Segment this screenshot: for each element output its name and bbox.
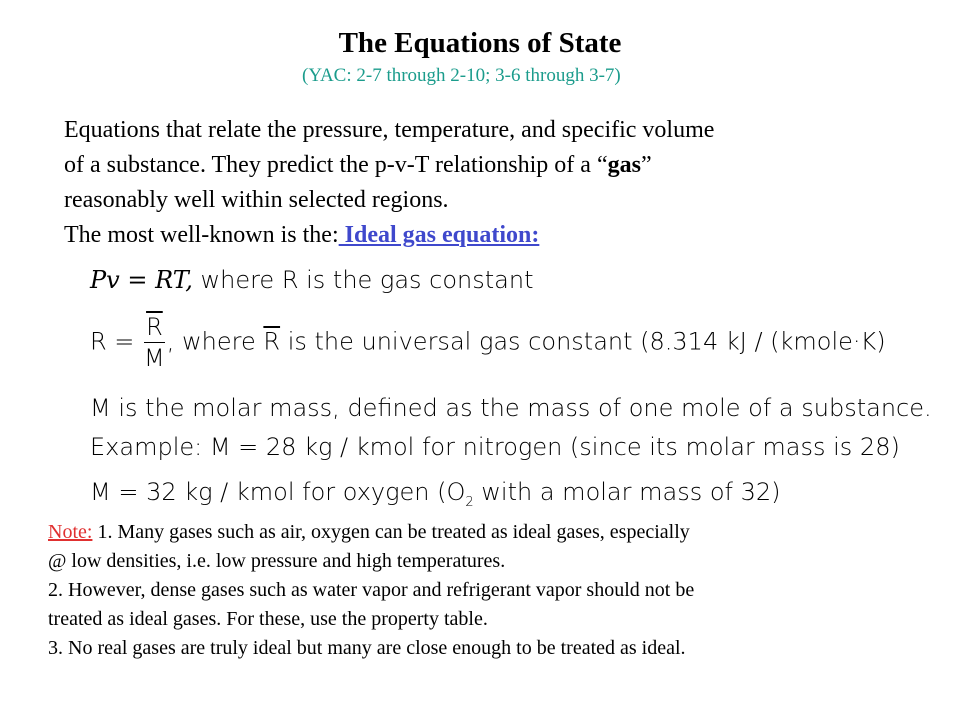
universal-gas-constant-symbol: $\overline{R}$ [263, 327, 281, 356]
ideal-gas-equation-link[interactable]: Ideal gas equation: [338, 222, 540, 248]
ideal-gas-formula: Pv = RT, [90, 266, 193, 294]
oxygen-example: M = 32 kg / kmol for oxygen ($O_2$ with a molar mass of 32) [90, 478, 781, 510]
page-subtitle: (YAC: 2-7 through 2-10; 3-6 through 3-7) [302, 65, 621, 86]
note-line-2: @ low densities, i.e. low pressure and high temperatures. [48, 550, 506, 572]
molar-mass-definition: M is the molar mass, defined as the mass of one mole of a substance. [90, 394, 932, 422]
gas-constant-text-post: is the universal gas constant (8.314 kJ / (kmole·K) [280, 327, 886, 356]
note-line-4: treated as ideal gases. For these, use the property table. [48, 608, 488, 630]
comma: , [166, 327, 175, 356]
notes-section [48, 518, 928, 663]
note-line-3: 2. However, dense gases such as water vapor and refrigerant vapor should not be [48, 579, 695, 601]
equation-ideal-gas [90, 265, 534, 295]
gas-constant-text-pre: where [174, 327, 264, 356]
gas-keyword: gas [607, 152, 641, 178]
gas-constant-fraction [144, 312, 165, 373]
note-line-5: 3. No real gases are truly ideal but many are close enough to be treated as ideal. [48, 637, 686, 659]
intro-line-1: Equations that relate the pressure, temperature, and specific volume [64, 117, 715, 143]
intro-paragraph [64, 113, 944, 253]
equation-gas-constant [90, 312, 886, 373]
nitrogen-example: Example: M = 28 kg / kmol for nitrogen (since its molar mass is 28) [90, 433, 900, 461]
fraction-denominator: M [144, 344, 165, 372]
intro-line-4: The most well-known is the: Ideal gas equation: [64, 222, 540, 248]
fraction-numerator: $\overline{R}$ [144, 312, 165, 343]
ideal-gas-description: where R is the gas constant [192, 266, 534, 294]
intro-line-2: of a substance. They predict the p-v-T relationship of a “gas” [64, 152, 652, 178]
note-label: Note: [48, 521, 93, 543]
gas-constant-lhs: R = [90, 327, 143, 356]
page-title: The Equations of State [338, 27, 622, 59]
oxygen-subscript: 2 [465, 495, 474, 510]
note-line-1: Note: 1. Many gases such as air, oxygen can be treated as ideal gases, especially [48, 521, 690, 543]
intro-line-3: reasonably well within selected regions. [64, 187, 449, 213]
